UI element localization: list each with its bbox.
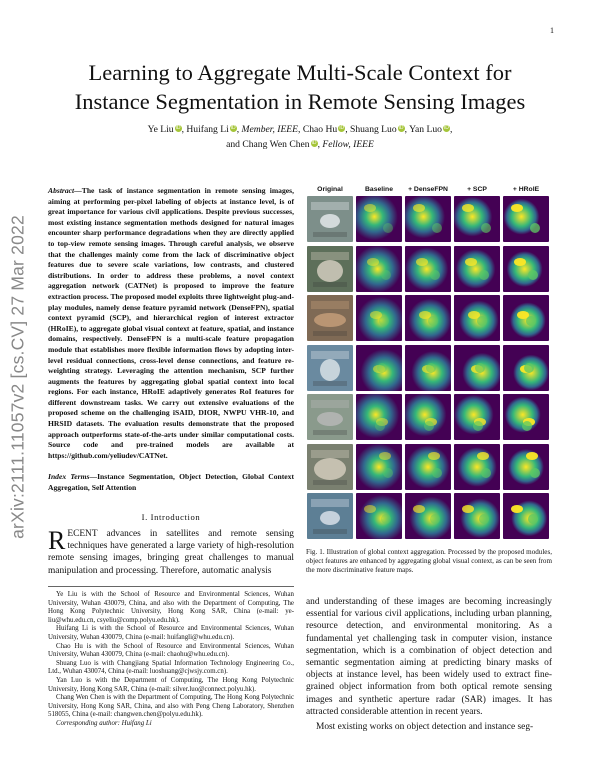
original-image (307, 246, 353, 292)
feature-map-image (356, 345, 402, 391)
feature-map-image (454, 444, 500, 490)
index-terms-text: —Instance Segmentation, Object Detection, Global Context Aggregation, Self Attention (48, 472, 295, 492)
column-header-scp: + SCP (467, 186, 487, 193)
feature-map-image (405, 246, 451, 292)
footnote: Ye Liu is with the School of Resource and Environmental Sciences, Wuhan University, Wuhan 430079, China, and also with the Department of Computing, The Hong Kong Polytechnic University, Hong Kong SAR, China (e-mail: ye-liu@whu.edu.cn, csyeliu@comp.polyu.edu.hk). (48, 591, 294, 624)
feature-map-image (503, 444, 549, 490)
orcid-icon: iD (175, 125, 181, 131)
abstract-heading: Abstract (48, 186, 75, 195)
feature-map-image (356, 196, 402, 242)
page-number: 1 (550, 26, 554, 35)
author-name: Ye Liu (147, 124, 174, 135)
body-text-right (306, 596, 552, 733)
body-paragraph: and understanding of these images are becoming increasingly essential for various civil applications, including urban planning, resource detection, and environmental monitoring. As a fundamental yet challenging task in computer vision, instance segmentation, which is a combination of object detection and semantic segmentation aiming at predicting binary masks of objects at instance level, has been widely used to extract fine-grained object information from both optical remote sensing images and synthetic aperture radar (SAR) images. It has attracted considerable attention in recent years. (306, 597, 552, 717)
feature-map-image (503, 196, 549, 242)
footnote: Chao Hu is with the School of Resource and Environmental Sciences, Wuhan University, Wuhan 430079, China (e-mail: chaohu@whu.edu.cn). (48, 642, 294, 659)
original-image (307, 345, 353, 391)
orcid-icon: iD (339, 125, 345, 131)
separator: , (317, 139, 323, 150)
figure-column-headers (306, 186, 552, 196)
footnote: Yan Luo is with the Department of Computing, The Hong Kong Polytechnic University, Hong Kong SAR, China (e-mail: silver.luo@connect.polyu.hk). (48, 676, 294, 693)
original-image (307, 196, 353, 242)
feature-map-image (405, 394, 451, 440)
body-paragraph: Most existing works on object detection and instance seg- (316, 722, 534, 733)
original-image (307, 394, 353, 440)
feature-map-image (356, 493, 402, 539)
column-header-hroie: + HRoIE (512, 186, 540, 193)
author-grade: Member, IEEE (241, 124, 299, 135)
orcid-icon: iD (444, 125, 449, 131)
feature-map-image (405, 295, 451, 341)
feature-map-image (356, 394, 402, 440)
feature-map-image (503, 345, 549, 391)
feature-map-image (356, 295, 402, 341)
feature-map-image (503, 246, 549, 292)
footnote: Huifang Li is with the School of Resource and Environmental Sciences, Wuhan University, Wuhan 430079, China (e-mail: huifangli@whu.edu.cn). (48, 625, 294, 641)
author-name: , Yan Luo (404, 124, 442, 135)
figure-caption: Fig. 1. Illustration of global context aggregation. Processed by the proposed modules, object features are enhanced by aggregating global visual context, as can be seen from the more discriminative feature maps. (306, 548, 552, 575)
feature-map-image (405, 493, 451, 539)
footnote-rule (48, 586, 294, 587)
arxiv-id: arXiv:2111.11057v2 [cs.CV] 27 Mar 2022 (7, 215, 28, 539)
footnote: Chang Wen Chen is with the Department of Computing, The Hong Kong Polytechnic University, Hong Kong SAR, China, and also with Peng Cheng Laboratory, Shenzhen 518055, China (e-mail: changwen.chen@polyu.edu.hk). (48, 694, 294, 719)
introduction-text (48, 528, 294, 577)
abstract (48, 186, 294, 461)
title-line: Instance Segmentation in Remote Sensing Images (74, 89, 526, 114)
figure-image-grid (306, 196, 552, 544)
index-terms-heading: Index Terms (48, 472, 90, 481)
author-name: and Chang Wen Chen (226, 139, 310, 150)
feature-map-image (356, 246, 402, 292)
orcid-icon: iD (230, 125, 236, 131)
author-name: , Chao Hu (298, 124, 338, 135)
feature-map-image (454, 295, 500, 341)
column-header-original: Original (317, 186, 343, 193)
feature-map-image (503, 295, 549, 341)
original-image (307, 444, 353, 490)
drop-cap: R (48, 526, 66, 555)
feature-map-image (454, 246, 500, 292)
author-name: , Shuang Luo (345, 124, 397, 135)
feature-map-image (405, 345, 451, 391)
index-terms (48, 472, 294, 493)
feature-map-image (405, 444, 451, 490)
abstract-text: —The task of instance segmentation in remote sensing images, aiming at performing per-pixel labeling of objects at instance level, is of great importance for various civil applications. Despite previous successes, most existing instance segmentation methods designed for natural images encounter sharp performance degradations when they are directly applied to top-view remote sensing images. Through careful analysis, we observe that the challenges mainly come from the lack of discriminative object features due to severe scale variations, low contrasts, and clustered distributions. In order to address these problems, a novel context aggregation network (CATNet) is proposed to improve the feature extraction process. The proposed model exploits three lightweight plug-and-play modules, namely dense feature pyramid network (DenseFPN), spatial context pyramid (SCP), and hierarchical region of interest extractor (HRoIE), to aggregate global visual context at feature, spatial, and instance domains, respectively. DenseFPN is a multi-scale feature propagation module that establishes more flexible information flows by adopting inter-level residual connections, cross-level dense connections, and feature re-weighting strategy. Leveraging the attention mechanism, SCP further augments the features by aggregating global spatial context into local regions. For each instance, HRoIE adaptively generates RoI features for different downstream tasks. We carry out extensive evaluations of the proposed scheme on the challenging iSAID, DIOR, NWPU VHR-10, and HRSID datasets. The evaluation results demonstrate that the proposed approach outperforms state-of-the-arts under similar computational costs. Source code and pre-trained models are available at https://github.com/yeliudev/CATNet. (48, 186, 294, 460)
feature-map-image (454, 196, 500, 242)
feature-map-image (503, 493, 549, 539)
feature-map-image (454, 394, 500, 440)
column-header-baseline: Baseline (365, 186, 393, 193)
title-line: Learning to Aggregate Multi-Scale Context for (88, 60, 512, 85)
author-list (60, 122, 540, 152)
feature-map-image (405, 196, 451, 242)
arxiv-stamp (4, 192, 32, 562)
feature-map-image (503, 394, 549, 440)
author-line (60, 122, 540, 137)
footnote: Corresponding author: Huifang Li (56, 719, 152, 727)
paper-title (40, 58, 560, 116)
orcid-icon: iD (398, 125, 404, 131)
author-name: , Huifang Li (181, 124, 229, 135)
separator: , (449, 124, 453, 135)
feature-map-image (454, 493, 500, 539)
feature-map-image (454, 345, 500, 391)
column-header-densefpn: + DenseFPN (408, 186, 448, 193)
intro-paragraph: ECENT advances in satellites and remote sensing techniques have generated a large variety of high-resolution remote sensing images, bringing great challenges to manual manipulation and processing. Therefore, automatic analysis (48, 529, 294, 576)
orcid-icon: iD (311, 140, 317, 146)
separator: , (236, 124, 242, 135)
author-grade: Fellow, IEEE (322, 139, 374, 150)
footnotes (48, 591, 294, 729)
feature-map-image (356, 444, 402, 490)
original-image (307, 493, 353, 539)
author-line (60, 137, 540, 152)
footnote: Shuang Luo is with Changjiang Spatial Information Technology Engineering Co., Ltd., Wuhan 430074, China (e-mail: luoshuang@cjwsjy.com.cn). (48, 659, 294, 676)
original-image (307, 295, 353, 341)
section-heading: I. Introduction (141, 512, 201, 522)
